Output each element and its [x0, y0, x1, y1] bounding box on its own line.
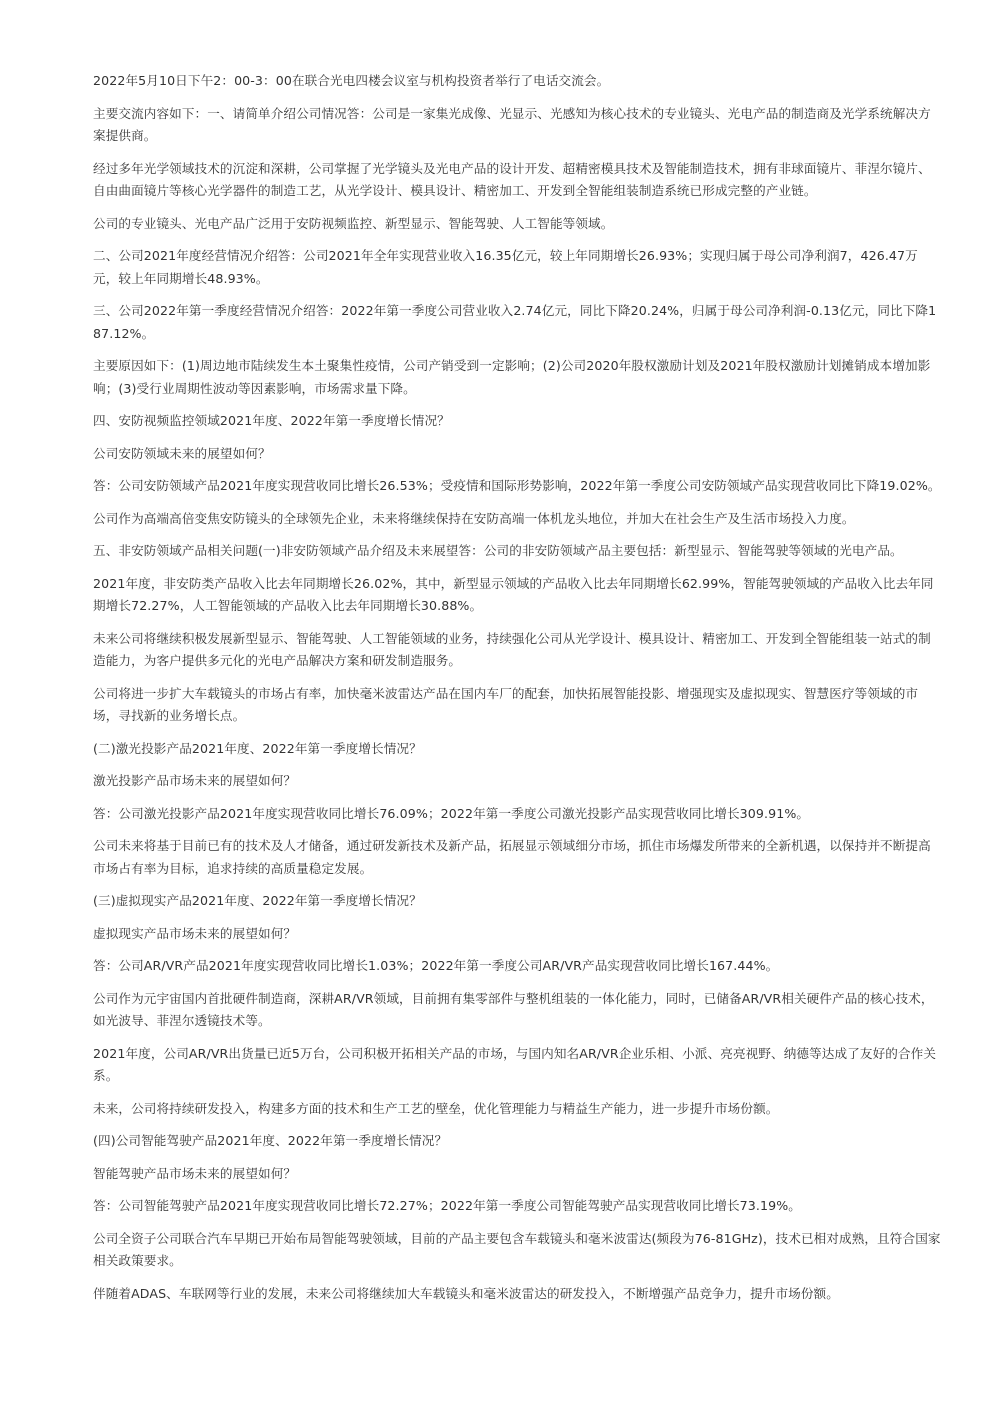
paragraph-laser-future: 公司未来将基于目前已有的技术及人才储备，通过研发新技术及新产品，拓展显示领域细分市场，抓住市场爆发所带来的全新机遇，以保持并不断提高市场占有率为目标，追求持续的高质量稳定发展。 — [93, 838, 931, 876]
paragraph-non-security-growth: 2021年度，非安防类产品收入比去年同期增长26.02%，其中，新型显示领域的产品收入比去年同期增长62.99%，智能驾驶领域的产品收入比去年同期增长72.27%，人工智能领域的产品收入比去年同期增长30.88%。 — [93, 575, 934, 613]
paragraph-laser-question: (二)激光投影产品2021年度、2022年第一季度增长情况？ — [93, 740, 422, 756]
paragraph-laser-answer: 答：公司激光投影产品2021年度实现营收同比增长76.09%；2022年第一季度公司激光投影产品实现营收同比增长309.91%。 — [93, 805, 810, 821]
paragraph-non-security-intro: 五、非安防领域产品相关问题(一)非安防领域产品介绍及未来展望答：公司的非安防领域产品主要包括：新型显示、智能驾驶等领域的光电产品。 — [93, 543, 903, 558]
paragraph-laser-outlook-question: 激光投影产品市场未来的展望如何？ — [93, 773, 297, 788]
paragraph-vr-outlook-question: 虚拟现实产品市场未来的展望如何？ — [93, 925, 297, 941]
paragraph-security-outlook-question: 公司安防领域未来的展望如何？ — [93, 445, 271, 461]
paragraph-adas: 伴随着ADAS、车联网等行业的发展，未来公司将继续加大车载镜头和毫米波雷达的研发投入，不断增强产品竞争力，提升市场份额。 — [93, 1285, 839, 1301]
paragraph-vr-answer: 答：公司AR/VR产品2021年度实现营收同比增长1.03%；2022年第一季度公司AR/VR产品实现营收同比增长167.44%。 — [93, 958, 779, 973]
paragraph-vehicle-lens: 公司将进一步扩大车载镜头的市场占有率，加快毫米波雷达产品在国内车厂的配套，加快拓展智能投影、增强现实及虚拟现实、智慧医疗等领域的市场，寻找新的业务增长点。 — [93, 685, 919, 723]
paragraph-driving-outlook-question: 智能驾驶产品市场未来的展望如何？ — [93, 1165, 297, 1181]
paragraph-metaverse: 公司作为元宇宙国内首批硬件制造商，深耕AR/VR领域，目前拥有集零部件与整机组装的一体化能力，同时，已储备AR/VR相关硬件产品的核心技术，如光波导、菲涅尔透镜技术等。 — [93, 990, 934, 1028]
paragraph-driving-answer: 答：公司智能驾驶产品2021年度实现营收同比增长72.27%；2022年第一季度公司智能驾驶产品实现营收同比增长73.19%。 — [93, 1198, 801, 1213]
paragraph-security-question: 四、安防视频监控领域2021年度、2022年第一季度增长情况？ — [93, 413, 450, 428]
paragraph-main-reasons: 主要原因如下：(1)周边地市陆续发生本土聚集性疫情，公司产销受到一定影响；(2)公司2020年股权激励计划及2021年股权激励计划摊销成本增加影响；(3)受行业周期性波动等因素影响，市场需求量下降。 — [93, 358, 931, 396]
paragraph-vr-question: (三)虚拟现实产品2021年度、2022年第一季度增长情况？ — [93, 893, 422, 908]
paragraph-2022q1-operations: 三、公司2022年第一季度经营情况介绍答：2022年第一季度公司营业收入2.74亿元，同比下降20.24%，归属于母公司净利润-0.13亿元，同比下降187.12%。 — [93, 303, 937, 341]
paragraph-subsidiary: 公司全资子公司联合汽车早期已开始布局智能驾驶领域，目前的产品主要包含车载镜头和毫米波雷达(频段为76-81GHz)，技术已相对成熟，且符合国家相关政策要求。 — [93, 1230, 941, 1268]
paragraph-driving-question: (四)公司智能驾驶产品2021年度、2022年第一季度增长情况？ — [93, 1133, 448, 1148]
paragraph-vr-shipments: 2021年度，公司AR/VR出货量已近5万台，公司积极开拓相关产品的市场，与国内知名AR/VR企业乐相、小派、亮亮视野、纳德等达成了友好的合作关系。 — [93, 1045, 937, 1083]
paragraph-future-development: 未来公司将继续积极发展新型显示、智能驾驶、人工智能领域的业务，持续强化公司从光学设计、模具设计、精密加工、开发到全智能组装一站式的制造能力，为客户提供多元化的光电产品解决方案和研发制造服务。 — [93, 630, 931, 668]
paragraph-security-answer: 答：公司安防领域产品2021年度实现营收同比增长26.53%；受疫情和国际形势影响，2022年第一季度公司安防领域产品实现营收同比下降19.02%。 — [93, 478, 941, 493]
paragraph-security-leadership: 公司作为高端高倍变焦安防镜头的全球领先企业，未来将继续保持在安防高端一体机龙头地位，并加大在社会生产及生活市场投入力度。 — [93, 510, 855, 526]
paragraph-technology: 经过多年光学领域技术的沉淀和深耕，公司掌握了光学镜头及光电产品的设计开发、超精密模具技术及智能制造技术，拥有非球面镜片、菲涅尔镜片、自由曲面镜片等核心光学器件的制造工艺，从光学设计、模具设计、精密加工、开发到全智能组装制造系统已形成完整的产业链。 — [93, 160, 931, 198]
paragraph-applications: 公司的专业镜头、光电产品广泛用于安防视频监控、新型显示、智能驾驶、人工智能等领域。 — [93, 215, 614, 231]
paragraph-rd-investment: 未来，公司将持续研发投入，构建多方面的技术和生产工艺的壁垒，优化管理能力与精益生产能力，进一步提升市场份额。 — [93, 1100, 779, 1116]
paragraph-meeting-date: 2022年5月10日下午2：00-3：00在联合光电四楼会议室与机构投资者举行了电话交流会。 — [93, 73, 610, 88]
paragraph-2021-operations: 二、公司2021年度经营情况介绍答：公司2021年全年实现营业收入16.35亿元，较上年同期增长26.93%；实现归属于母公司净利润7，426.47万元，较上年同期增长48.93%。 — [93, 248, 918, 286]
document-body — [93, 70, 943, 1315]
paragraph-company-intro: 主要交流内容如下：一、请简单介绍公司情况答：公司是一家集光成像、光显示、光感知为核心技术的专业镜头、光电产品的制造商及光学系统解决方案提供商。 — [93, 105, 931, 143]
